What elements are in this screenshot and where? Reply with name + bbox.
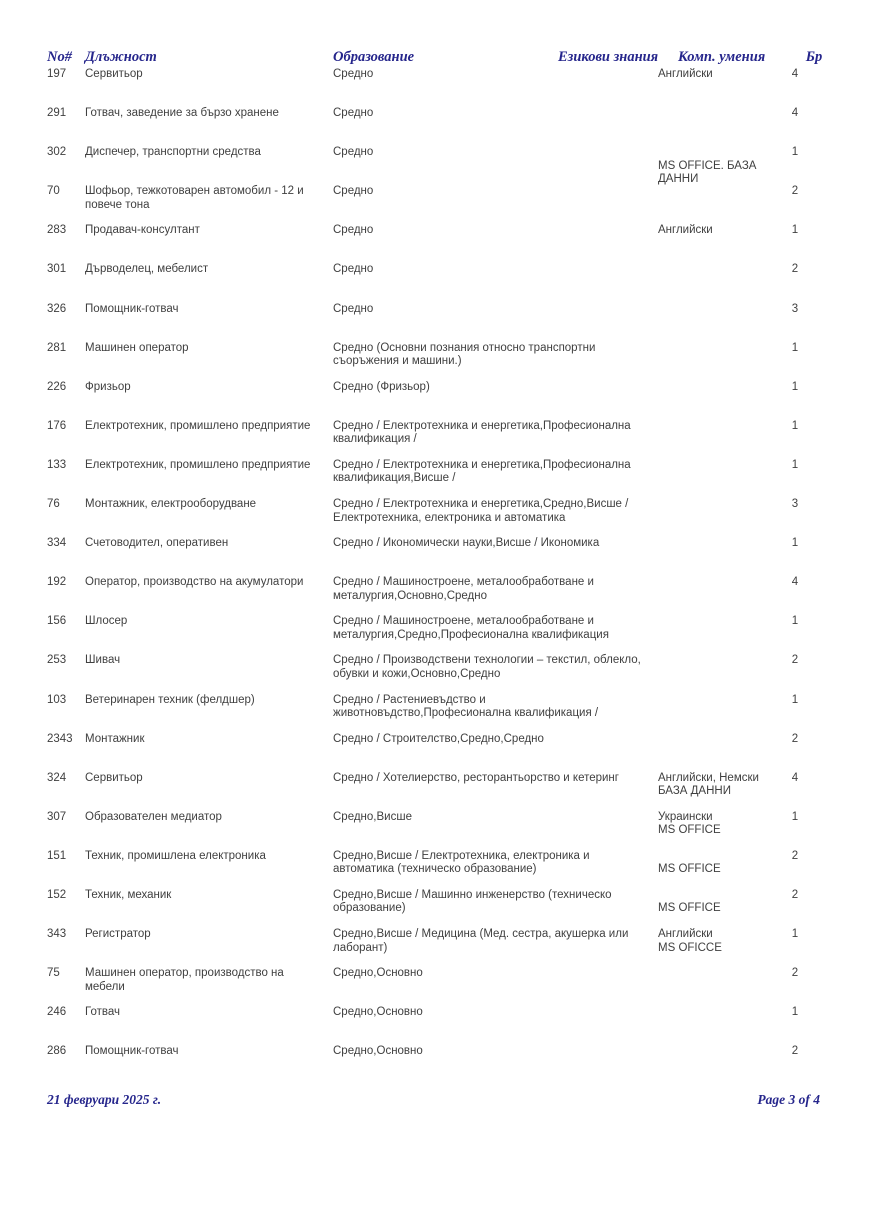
table-row <box>47 537 820 576</box>
row-position: Сервитьор <box>85 771 143 784</box>
row-education: Средно / Електротехника и енергетика,Средно,Висше / Електротехника, електроника и автоматика <box>333 498 629 524</box>
row-education: Средно / Производствени технологии – текстил, облекло, обувки и кожи,Основно,Средно <box>333 654 641 680</box>
row-count: 4 <box>791 107 799 120</box>
row-position: Образователен медиатор <box>85 810 222 823</box>
row-languages <box>658 146 770 160</box>
row-education: Средно (Основни познания относно транспортни съоръжения и машини.) <box>333 341 596 368</box>
footer-page-number: Page 3 of 4 <box>757 1092 820 1107</box>
row-languages <box>658 185 770 199</box>
row-position: Регистратор <box>85 928 151 941</box>
row-education: Средно / Хотелиерство, ресторантьорство и кетеринг <box>333 771 619 784</box>
row-language-computer-cell <box>658 811 770 838</box>
row-education: Средно <box>333 107 374 120</box>
table-row <box>47 303 820 342</box>
row-number: 2343 <box>47 732 73 745</box>
row-position: Готвач, заведение за бързо хранене <box>85 107 279 120</box>
row-education: Средно <box>333 263 374 276</box>
row-languages <box>658 420 770 434</box>
row-education: Средно / Електротехника и енергетика,Професионална квалификация,Висше / <box>333 458 631 485</box>
row-computer-skills: MS OFFICE. БАЗА ДАННИ <box>658 159 757 186</box>
page-footer <box>47 1092 820 1108</box>
row-number: 334 <box>47 537 67 550</box>
row-languages <box>658 381 770 395</box>
row-languages <box>658 303 770 317</box>
row-language-computer-cell <box>658 342 770 356</box>
row-count: 1 <box>791 693 799 706</box>
table-row <box>47 772 820 811</box>
row-education: Средно,Висше <box>333 810 412 823</box>
row-languages: Английски <box>658 224 713 237</box>
row-education: Средно,Основно <box>333 1045 423 1058</box>
row-position: Техник, механик <box>85 888 172 901</box>
row-language-computer-cell <box>658 185 770 199</box>
row-number: 156 <box>47 615 67 628</box>
table-row <box>47 850 820 889</box>
row-position: Ветеринарен техник (фелдшер) <box>85 693 255 706</box>
row-languages <box>658 498 770 512</box>
row-number: 326 <box>47 302 67 315</box>
column-header-position: Длъжност <box>85 49 157 65</box>
row-count: 1 <box>791 419 799 432</box>
row-number: 133 <box>47 458 67 471</box>
row-count: 1 <box>791 458 799 471</box>
row-languages <box>658 342 770 356</box>
row-languages <box>658 889 770 903</box>
row-count: 1 <box>791 146 799 159</box>
row-count: 2 <box>791 1045 799 1058</box>
row-position: Помощник-готвач <box>85 302 179 315</box>
row-language-computer-cell <box>658 68 770 82</box>
row-position: Шлосер <box>85 615 128 628</box>
row-position: Продавач-консултант <box>85 224 200 237</box>
table-row <box>47 185 820 224</box>
row-languages <box>658 537 770 551</box>
table-row <box>47 967 820 1006</box>
row-language-computer-cell <box>658 224 770 238</box>
row-number: 226 <box>47 380 67 393</box>
row-language-computer-cell <box>658 850 770 877</box>
table-row <box>47 615 820 654</box>
row-language-computer-cell <box>658 459 770 473</box>
row-languages <box>658 654 770 668</box>
row-languages: Английски <box>658 68 713 80</box>
row-language-computer-cell <box>658 967 770 981</box>
row-languages: Украински <box>658 810 713 823</box>
row-language-computer-cell <box>658 654 770 668</box>
table-row <box>47 1045 820 1084</box>
row-number: 103 <box>47 693 67 706</box>
row-language-computer-cell <box>658 928 770 955</box>
row-education: Средно <box>333 146 374 159</box>
row-language-computer-cell <box>658 303 770 317</box>
row-languages <box>658 107 770 121</box>
row-education: Средно / Икономически науки,Висше / Икономика <box>333 537 600 550</box>
row-number: 246 <box>47 1006 67 1019</box>
row-language-computer-cell <box>658 420 770 434</box>
column-header-no: No# <box>47 49 72 65</box>
row-education: Средно / Строителство,Средно,Средно <box>333 732 544 745</box>
row-number: 301 <box>47 263 67 276</box>
row-count: 4 <box>791 68 799 80</box>
row-computer-skills: MS OFFICE <box>658 902 721 915</box>
row-number: 283 <box>47 224 67 237</box>
table-row <box>47 459 820 498</box>
row-languages <box>658 1045 770 1059</box>
row-languages <box>658 1006 770 1020</box>
row-count: 3 <box>791 302 799 315</box>
column-header-computer: Комп. умения <box>678 49 766 65</box>
row-number: 75 <box>47 967 60 980</box>
row-language-computer-cell <box>658 381 770 395</box>
row-count: 1 <box>791 224 799 237</box>
row-count: 2 <box>791 732 799 745</box>
row-languages <box>658 850 770 864</box>
table-row <box>47 381 820 420</box>
row-number: 302 <box>47 146 67 159</box>
row-computer-skills: MS OFFICE <box>658 824 721 837</box>
row-education: Средно,Висше / Медицина (Мед. сестра, акушерка или лаборант) <box>333 928 629 954</box>
row-number: 307 <box>47 810 67 823</box>
row-number: 253 <box>47 654 67 667</box>
row-number: 281 <box>47 341 67 354</box>
row-count: 2 <box>791 654 799 667</box>
row-languages: Английски, Немски <box>658 771 759 784</box>
row-number: 176 <box>47 419 67 432</box>
table-row <box>47 928 820 967</box>
row-language-computer-cell <box>658 576 770 590</box>
row-language-computer-cell <box>658 1006 770 1020</box>
row-position: Сервитьор <box>85 68 143 80</box>
row-count: 2 <box>791 263 799 276</box>
row-position: Монтажник, електрооборудване <box>85 498 257 511</box>
row-language-computer-cell <box>658 733 770 747</box>
row-education: Средно / Машиностроене, металообработване и металургия,Средно,Професионална квалификация <box>333 615 609 641</box>
footer-date: 21 февруари 2025 г. <box>47 1092 162 1107</box>
table-row <box>47 68 820 107</box>
row-education: Средно,Основно <box>333 967 423 980</box>
row-count: 2 <box>791 849 799 862</box>
row-position: Помощник-готвач <box>85 1045 179 1058</box>
row-number: 343 <box>47 928 67 941</box>
row-language-computer-cell <box>658 694 770 708</box>
table-row <box>47 654 820 693</box>
column-header-education: Образование <box>333 49 415 65</box>
row-count: 1 <box>791 380 799 393</box>
row-count: 1 <box>791 537 799 550</box>
row-count: 2 <box>791 185 799 198</box>
row-language-computer-cell <box>658 1045 770 1059</box>
column-header-count: Бр <box>805 49 823 65</box>
row-education: Средно / Машиностроене, металообработване и металургия,Основно,Средно <box>333 576 594 602</box>
row-languages <box>658 459 770 473</box>
row-languages <box>658 263 770 277</box>
row-languages <box>658 967 770 981</box>
row-count: 4 <box>791 771 799 784</box>
table-row <box>47 263 820 302</box>
row-languages <box>658 733 770 747</box>
table-row <box>47 694 820 733</box>
row-language-computer-cell <box>658 615 770 629</box>
row-count: 1 <box>791 1006 799 1019</box>
row-education: Средно <box>333 302 374 315</box>
row-language-computer-cell <box>658 263 770 277</box>
row-position: Техник, промишлена електроника <box>85 849 266 862</box>
row-education: Средно <box>333 185 374 198</box>
row-position: Счетоводител, оперативен <box>85 537 229 550</box>
row-languages <box>658 576 770 590</box>
row-number: 151 <box>47 849 67 862</box>
row-position: Електротехник, промишлено предприятие <box>85 419 311 432</box>
row-languages <box>658 694 770 708</box>
row-count: 1 <box>791 341 799 354</box>
row-language-computer-cell <box>658 889 770 916</box>
table-row <box>47 224 820 263</box>
row-language-computer-cell <box>658 498 770 512</box>
row-education: Средно <box>333 224 374 237</box>
row-count: 3 <box>791 498 799 511</box>
row-language-computer-cell <box>658 107 770 121</box>
row-position: Оператор, производство на акумулатори <box>85 576 304 589</box>
column-header-languages: Езикови знания <box>558 49 659 65</box>
row-position: Шофьор, тежкотоварен автомобил - 12 и повече тона <box>85 185 304 211</box>
row-education: Средно,Основно <box>333 1006 423 1019</box>
table-row <box>47 498 820 537</box>
table-row <box>47 733 820 772</box>
row-position: Дърводелец, мебелист <box>85 263 209 276</box>
row-language-computer-cell <box>658 537 770 551</box>
row-position: Шивач <box>85 654 121 667</box>
row-languages: Английски <box>658 928 713 941</box>
row-education: Средно (Фризьор) <box>333 380 430 393</box>
table-header-row <box>47 49 823 69</box>
row-position: Готвач <box>85 1006 120 1019</box>
row-number: 324 <box>47 771 67 784</box>
row-count: 2 <box>791 888 799 901</box>
table-row <box>47 811 820 850</box>
row-number: 152 <box>47 888 67 901</box>
row-education: Средно,Висше / Машинно инженерство (техническо образование) <box>333 888 612 915</box>
table-row <box>47 576 820 615</box>
row-count: 1 <box>791 615 799 628</box>
row-languages <box>658 615 770 629</box>
table-row <box>47 420 820 459</box>
row-language-computer-cell <box>658 146 770 187</box>
table-row <box>47 107 820 146</box>
table-row <box>47 342 820 381</box>
row-position: Фризьор <box>85 380 131 393</box>
row-number: 291 <box>47 107 67 120</box>
row-position: Диспечер, транспортни средства <box>85 146 261 159</box>
row-position: Монтажник <box>85 732 145 745</box>
row-count: 1 <box>791 928 799 941</box>
row-computer-skills: БАЗА ДАННИ <box>658 785 731 798</box>
row-computer-skills: MS OFICCE <box>658 941 722 954</box>
row-number: 286 <box>47 1045 67 1058</box>
row-position: Електротехник, промишлено предприятие <box>85 458 311 471</box>
row-number: 76 <box>47 498 60 511</box>
table-row <box>47 889 820 928</box>
row-number: 70 <box>47 185 60 198</box>
row-count: 4 <box>791 576 799 589</box>
row-position: Машинен оператор <box>85 341 189 354</box>
row-number: 197 <box>47 68 67 80</box>
table-body <box>47 68 820 1084</box>
row-language-computer-cell <box>658 772 770 799</box>
row-number: 192 <box>47 576 67 589</box>
row-position: Машинен оператор, производство на мебели <box>85 967 284 993</box>
row-education: Средно / Растениевъдство и животновъдство,Професионална квалификация / <box>333 693 599 719</box>
row-computer-skills: MS OFFICE <box>658 863 721 876</box>
table-row <box>47 1006 820 1045</box>
row-count: 2 <box>791 967 799 980</box>
row-education: Средно,Висше / Електротехника, електроника и автоматика (техническо образование) <box>333 849 590 876</box>
table-row <box>47 146 820 185</box>
row-education: Средно <box>333 68 374 80</box>
row-count: 1 <box>791 810 799 823</box>
row-education: Средно / Електротехника и енергетика,Професионална квалификация / <box>333 419 631 446</box>
